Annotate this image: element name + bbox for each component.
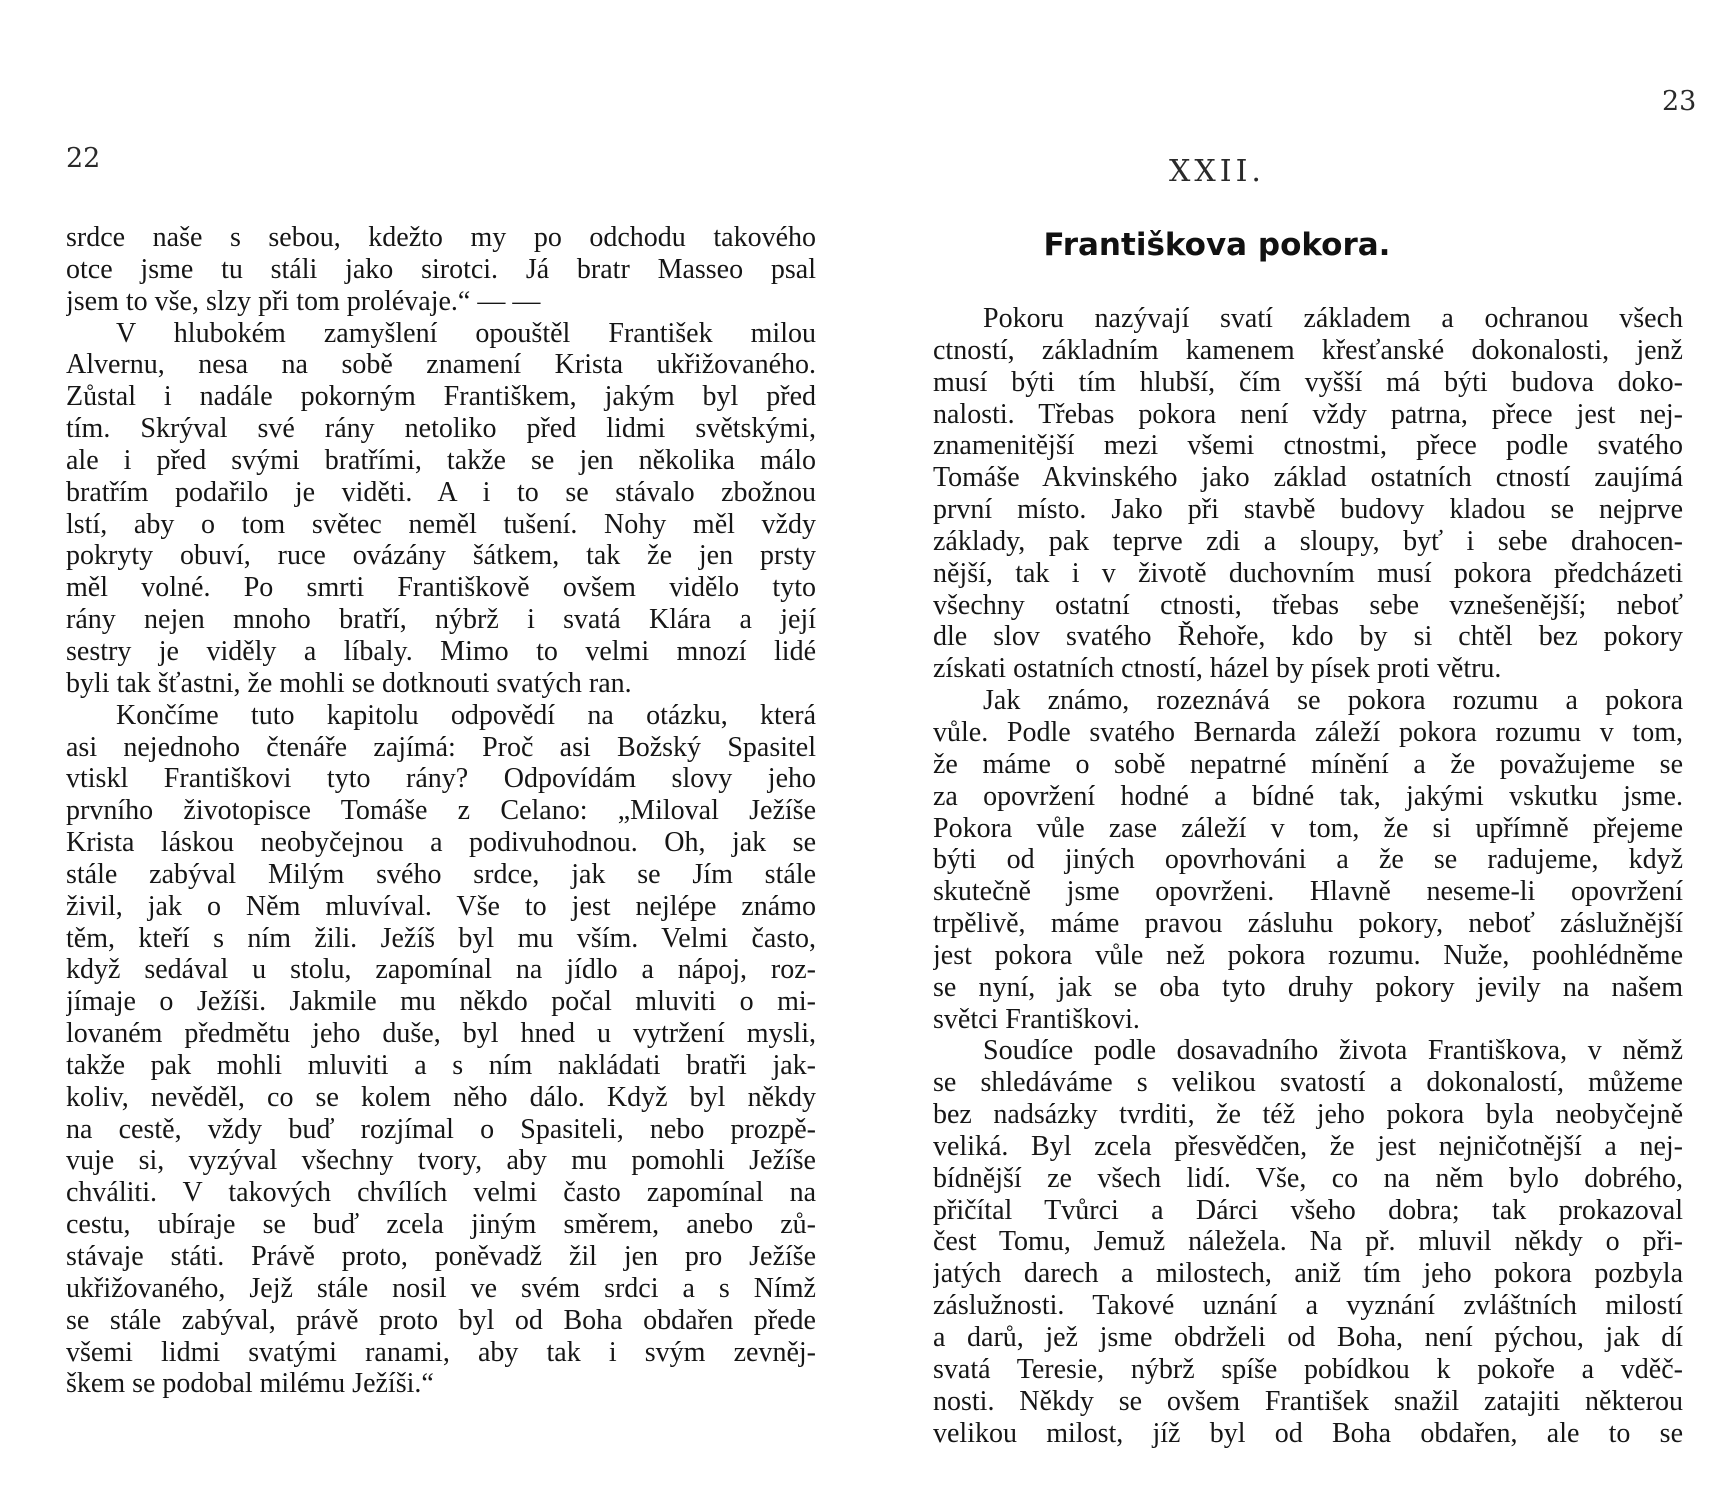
text-line: se nyní, jak se oba tyto druhy pokory jevily na našem bbox=[933, 971, 1683, 1003]
chapter-number: XXII. bbox=[1169, 154, 1265, 189]
left-page-text bbox=[66, 222, 816, 1400]
text-line: čest Tomu, Jemuž náležela. Na př. mluvil někdy o při- bbox=[933, 1226, 1683, 1258]
text-line: a darů, jež jsme obdrželi od Boha, není pýchou, jak dí bbox=[933, 1322, 1683, 1353]
text-line: nalosti. Třebas pokora není vždy patrna, přece jest nej- bbox=[933, 398, 1683, 430]
text-line: základy, pak teprve zdi a sloupy, byť i sebe drahocen- bbox=[933, 525, 1683, 557]
text-line: záslužnosti. Takové uznání a vyznání zvláštních milostí bbox=[933, 1290, 1683, 1322]
text-line: Krista láskou neobyčejnou a podivuhodnou. Oh, jak se bbox=[66, 827, 816, 859]
text-line: tím. Skrýval své rány netoliko před lidmi světskými, bbox=[66, 413, 816, 445]
text-line: Tomáše Akvinského jako základ ostatních ctností zaujímá bbox=[933, 462, 1683, 494]
text-line: všechny ostatní ctnosti, třebas sebe vznešenější; neboť bbox=[933, 589, 1683, 621]
text-line: měl volné. Po smrti Františkově ovšem vidělo tyto bbox=[66, 572, 816, 604]
text-line: Pokora vůle zase záleží v tom, že si upřímně přejeme bbox=[933, 812, 1683, 844]
text-line: nosti. Někdy se ovšem František snažil zatajiti některou bbox=[933, 1385, 1683, 1417]
text-line: světci Františkovi. bbox=[933, 1003, 1140, 1035]
text-line: otce jsme tu stáli jako sirotci. Já bratr Masseo psal bbox=[66, 253, 816, 285]
text-line: musí býti tím hlubší, čím vyšší má býti budova doko- bbox=[933, 366, 1683, 398]
text-line: škem se podobal milému Ježíši.“ bbox=[66, 1368, 434, 1400]
text-line: ukřižovaného, Jejž stále nosil ve svém srdci a s Nímž bbox=[66, 1272, 816, 1304]
text-line: pokryty obuví, ruce ovázány šátkem, tak že jen prsty bbox=[66, 540, 816, 572]
text-line: takže pak mohli mluviti a s ním nakládati bratři jak- bbox=[66, 1049, 816, 1081]
right-page-text bbox=[933, 303, 1683, 1449]
text-line: koliv, nevěděl, co se kolem něho dálo. Když byl někdy bbox=[66, 1081, 816, 1113]
text-line: za opovržení hodné a bídné tak, jakými vskutku jsme. bbox=[933, 780, 1683, 812]
text-line: trpělivě, máme pravou zásluhu pokory, neboť záslužnější bbox=[933, 908, 1683, 940]
text-line: byli tak šťastni, že mohli se dotknouti svatých ran. bbox=[66, 667, 632, 699]
text-line: že máme o sobě nepatrné mínění a že považujeme se bbox=[933, 748, 1683, 780]
text-line: Jak známo, rozeznává se pokora rozumu a pokora bbox=[983, 685, 1683, 717]
text-line: stále zabýval Milým svého srdce, jak se Jím stále bbox=[66, 858, 816, 890]
text-line: Alvernu, nesa na sobě znamení Krista ukřižovaného. bbox=[66, 349, 816, 381]
text-line: lstí, aby o tom světec neměl tušení. Nohy měl vždy bbox=[66, 508, 816, 540]
text-line: všemi lidmi svatými ranami, aby tak i svým zevněj- bbox=[66, 1336, 816, 1368]
text-line: získati ostatních ctností, házel by písek proti větru. bbox=[933, 653, 1502, 685]
text-line: jímaje o Ježíši. Jakmile mu někdo počal mluviti o mi- bbox=[66, 986, 816, 1018]
text-line: býti od jiných opovrhováni a že se radujeme, když bbox=[933, 844, 1683, 876]
text-line: bratřím podařilo je viděti. A i to se stávalo zbožnou bbox=[66, 476, 816, 508]
text-line: skutečně jsme opovrženi. Hlavně neseme-li opovržení bbox=[933, 876, 1683, 908]
text-line: přičítal Tvůrci a Dárci všeho dobra; tak prokazoval bbox=[933, 1194, 1683, 1226]
text-line: asi nejednoho čtenáře zajímá: Proč asi Božský Spasitel bbox=[66, 731, 816, 763]
page-number-right: 23 bbox=[1662, 86, 1697, 117]
text-line: jsem to vše, slzy při tom prolévaje.“ — — bbox=[66, 285, 541, 317]
text-line: Zůstal i nadále pokorným Františkem, jakým byl před bbox=[66, 381, 816, 413]
text-line: sestry je viděly a líbaly. Mimo to velmi mnozí lidé bbox=[66, 635, 816, 667]
text-line: když sedával u stolu, zapomínal na jídlo a nápoj, roz- bbox=[66, 954, 816, 986]
page-number-left: 22 bbox=[66, 143, 101, 174]
right-page bbox=[867, 0, 1734, 1500]
text-line: jest pokora vůle než pokora rozumu. Nuže, poohlédněme bbox=[933, 939, 1683, 971]
text-line: prvního životopisce Tomáše z Celano: „Miloval Ježíše bbox=[66, 795, 816, 827]
text-line: lovaném předmětu jeho duše, byl hned u vytržení mysli, bbox=[66, 1018, 816, 1050]
text-line: cestu, ubíraje se buď zcela jiným směrem, anebo zů- bbox=[66, 1209, 816, 1241]
text-line: první místo. Jako při stavbě budovy kladou se nejprve bbox=[933, 494, 1683, 526]
text-line: dle slov svatého Řehoře, kdo by si chtěl bez pokory bbox=[933, 621, 1683, 653]
text-line: stávaje státi. Právě proto, poněvadž žil jen pro Ježíše bbox=[66, 1241, 816, 1272]
text-line: bídnější ze všech lidí. Vše, co na něm bylo dobrého, bbox=[933, 1162, 1683, 1194]
text-line: srdce naše s sebou, kdežto my po odchodu takového bbox=[66, 222, 816, 253]
text-line: vuje si, vyzýval všechny tvory, aby mu pomohli Ježíše bbox=[66, 1145, 816, 1177]
text-line: nější, tak i v životě duchovním musí pokora předcházeti bbox=[933, 557, 1683, 589]
text-line: Pokoru nazývají svatí základem a ochranou všech bbox=[983, 303, 1683, 334]
text-line: bez nadsázky tvrditi, že též jeho pokora byla neobyčejně bbox=[933, 1099, 1683, 1131]
text-line: se shledáváme s velikou svatostí a dokonalostí, můžeme bbox=[933, 1067, 1683, 1099]
text-line: vtiskl Františkovi tyto rány? Odpovídám slovy jeho bbox=[66, 763, 816, 795]
text-line: ctností, základním kamenem křesťanské dokonalosti, jenž bbox=[933, 334, 1683, 366]
text-line: chváliti. V takových chvílích velmi často zapomínal na bbox=[66, 1177, 816, 1209]
chapter-title: Františkova pokora. bbox=[1043, 227, 1391, 263]
text-line: Končíme tuto kapitolu odpovědí na otázku, která bbox=[116, 699, 816, 731]
text-line: na cestě, vždy buď rozjímal o Spasiteli, nebo prozpě- bbox=[66, 1113, 816, 1145]
text-line: znamenitější mezi všemi ctnostmi, přece podle svatého bbox=[933, 430, 1683, 462]
text-line: velikou milost, jíž byl od Boha obdařen, ale to se bbox=[933, 1417, 1683, 1449]
text-line: svatá Teresie, nýbrž spíše pobídkou k pokoře a vděč- bbox=[933, 1353, 1683, 1385]
text-line: jatých darech a milostech, aniž tím jeho pokora pozbyla bbox=[933, 1258, 1683, 1290]
text-line: rány nejen mnoho bratří, nýbrž i svatá Klára a její bbox=[66, 604, 816, 636]
text-line: vůle. Podle svatého Bernarda záleží pokora rozumu v tom, bbox=[933, 716, 1683, 748]
text-line: ale i před svými bratřími, takže se jen několika málo bbox=[66, 444, 816, 476]
text-line: Soudíce podle dosavadního života Františkova, v němž bbox=[983, 1035, 1683, 1067]
text-line: živil, jak o Něm mluvíval. Vše to jest nejlépe známo bbox=[66, 890, 816, 922]
text-line: těm, kteří s ním žili. Ježíš byl mu vším. Velmi často, bbox=[66, 922, 816, 954]
text-line: V hlubokém zamyšlení opouštěl František milou bbox=[116, 317, 816, 349]
text-line: veliká. Byl zcela přesvědčen, že jest nejničotnější a nej- bbox=[933, 1130, 1683, 1162]
text-line: se stále zabýval, právě proto byl od Boha obdařen předе bbox=[66, 1304, 816, 1336]
